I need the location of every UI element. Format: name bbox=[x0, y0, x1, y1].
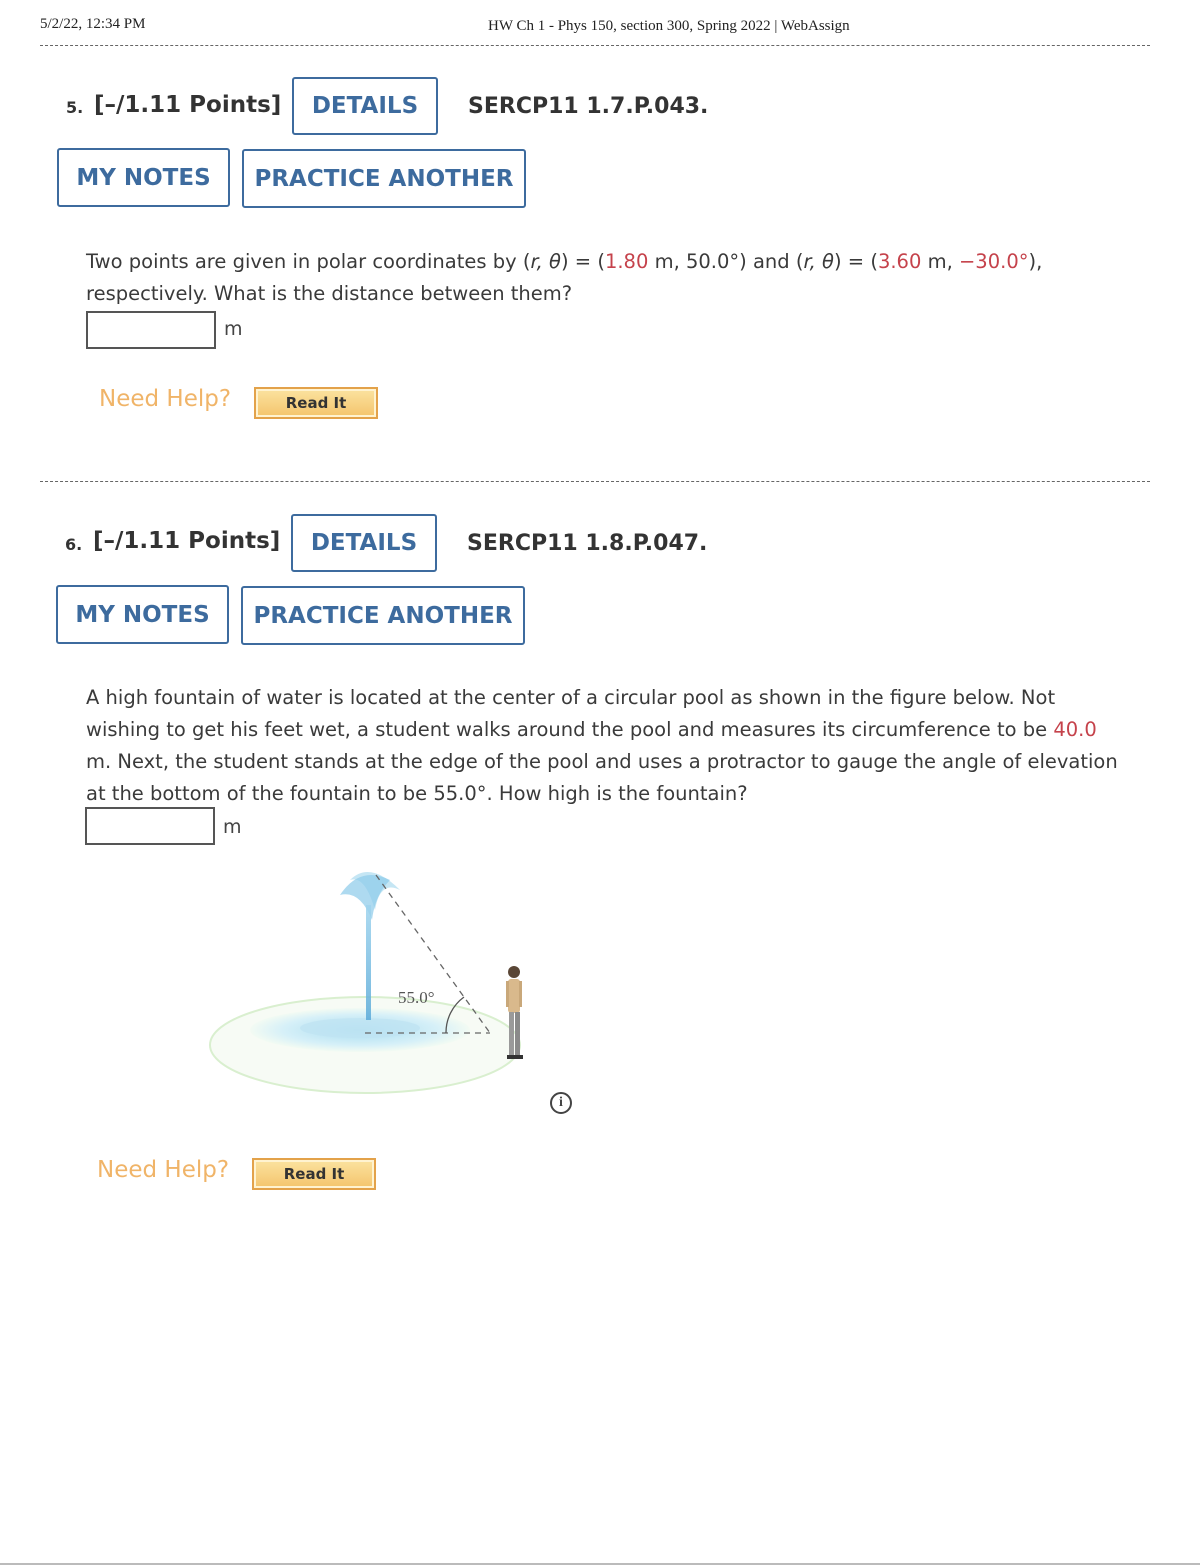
value-circumference: 40.0 bbox=[1053, 718, 1097, 741]
question-points: [–/1.11 Points] bbox=[94, 92, 282, 118]
print-page-title: HW Ch 1 - Phys 150, section 300, Spring 2022 | WebAssign bbox=[488, 18, 850, 34]
question-code: SERCP11 1.8.P.047. bbox=[467, 531, 708, 556]
fountain-spray-inner bbox=[340, 875, 390, 920]
need-help-label: Need Help? bbox=[99, 386, 232, 412]
question-number: 5. bbox=[66, 98, 84, 117]
print-date: 5/2/22, 12:34 PM bbox=[40, 16, 146, 32]
value-r1: 1.80 bbox=[604, 250, 649, 273]
question-text-line-1: Two points are given in polar coordinates by (r, θ) = (1.80 m, 50.0°) and (r, θ) = (3.60 m, −30.0°), bbox=[86, 250, 1043, 273]
details-button[interactable]: DETAILS bbox=[292, 77, 438, 135]
need-help-label: Need Help? bbox=[97, 1157, 230, 1183]
info-icon[interactable]: i bbox=[550, 1092, 572, 1114]
answer-unit: m bbox=[224, 318, 243, 340]
angle-label: 55.0° bbox=[398, 988, 435, 1007]
answer-input[interactable] bbox=[86, 311, 216, 349]
question-text-line-2: wishing to get his feet wet, a student walks around the pool and measures its circumference to be 40.0 bbox=[86, 718, 1097, 741]
fountain-jet bbox=[366, 905, 371, 1020]
question-text bbox=[86, 682, 1176, 810]
question-text-line-3: m. Next, the student stands at the edge of the pool and uses a protractor to gauge the angle of elevation bbox=[86, 750, 1118, 773]
answer-input[interactable] bbox=[85, 807, 215, 845]
fountain-basin bbox=[300, 1018, 420, 1038]
answer-unit: m bbox=[223, 816, 242, 838]
read-it-button[interactable]: Read It bbox=[252, 1158, 376, 1190]
practice-another-button[interactable]: PRACTICE ANOTHER bbox=[241, 586, 525, 645]
header-divider bbox=[40, 45, 1150, 46]
details-button[interactable]: DETAILS bbox=[291, 514, 437, 572]
value-r2: 3.60 bbox=[877, 250, 922, 273]
read-it-button[interactable]: Read It bbox=[254, 387, 378, 419]
question-number: 6. bbox=[65, 535, 83, 554]
question-text-line-1: A high fountain of water is located at the center of a circular pool as shown in the figure below. Not bbox=[86, 686, 1056, 709]
fountain-figure bbox=[200, 850, 560, 1110]
value-theta2: −30.0° bbox=[958, 250, 1029, 273]
question-points: [–/1.11 Points] bbox=[93, 528, 281, 554]
question-text bbox=[86, 246, 1166, 310]
question-code: SERCP11 1.7.P.043. bbox=[468, 94, 709, 119]
my-notes-button[interactable]: MY NOTES bbox=[56, 585, 229, 644]
question-text-line-4: at the bottom of the fountain to be 55.0°. How high is the fountain? bbox=[86, 782, 748, 805]
my-notes-button[interactable]: MY NOTES bbox=[57, 148, 230, 207]
question-divider bbox=[40, 481, 1150, 482]
question-text-line-2: respectively. What is the distance between them? bbox=[86, 282, 573, 305]
page-bottom-edge bbox=[0, 1563, 1200, 1565]
practice-another-button[interactable]: PRACTICE ANOTHER bbox=[242, 149, 526, 208]
